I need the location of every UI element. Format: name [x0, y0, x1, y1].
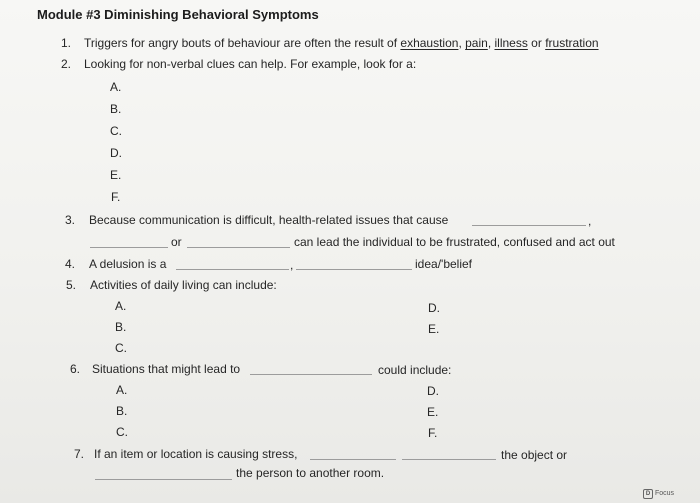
q3-blank-3[interactable] — [187, 247, 290, 248]
q6-letter-b: B. — [116, 404, 128, 418]
q5-letter-c: C. — [115, 341, 127, 355]
focus-badge[interactable] — [643, 488, 689, 500]
q5-number: 5. — [66, 278, 77, 292]
q1-link-frustration[interactable]: frustration — [545, 36, 599, 50]
q2-letter-f: F. — [111, 190, 121, 204]
q3-blank-2[interactable] — [90, 247, 168, 248]
focus-label: Focus — [655, 490, 675, 497]
q6-letter-f: F. — [428, 426, 438, 440]
q1-link-exhaustion[interactable]: exhaustion — [400, 36, 459, 50]
q1-text-before: Triggers for angry bouts of behaviour are often the result of — [84, 36, 401, 50]
page-title: Module #3 Diminishing Behavioral Symptoms — [37, 7, 319, 22]
q2-letter-e: E. — [110, 168, 122, 182]
q6-letter-d: D. — [427, 384, 439, 398]
q1-sep1: , — [458, 36, 466, 50]
q6-letter-c: C. — [116, 425, 128, 439]
q6-letter-a: A. — [116, 383, 128, 397]
q6-number: 6. — [70, 362, 81, 376]
q1-text — [84, 36, 599, 50]
q7-number: 7. — [74, 447, 85, 461]
q7-text: If an item or location is causing stress, — [94, 447, 298, 461]
q7-tail2: the person to another room. — [236, 466, 385, 480]
q2-text: Looking for non-verbal clues can help. For example, look for a: — [84, 57, 417, 71]
q3-number: 3. — [65, 213, 76, 227]
q2-number: 2. — [61, 57, 72, 71]
q1-sep3: or — [527, 36, 546, 50]
q3-or: or — [171, 235, 182, 249]
q2-letter-d: D. — [110, 146, 122, 160]
q6-letter-e: E. — [427, 405, 439, 419]
q4-blank-1[interactable] — [176, 269, 289, 270]
q6-tail: could include: — [378, 363, 452, 377]
q1-number: 1. — [61, 36, 72, 50]
q1-link-pain[interactable]: pain — [465, 36, 488, 50]
q4-tail: idea/'belief — [415, 257, 472, 271]
q4-blank-2[interactable] — [296, 269, 412, 270]
q1-sep2: , — [487, 36, 495, 50]
q3-line1: Because communication is difficult, health-related issues that cause — [89, 213, 449, 227]
q6-text: Situations that might lead to — [92, 362, 241, 376]
q5-text: Activities of daily living can include: — [90, 278, 277, 292]
q4-comma: , — [290, 258, 294, 272]
q7-blank-1[interactable] — [310, 459, 396, 460]
q7-blank-2[interactable] — [402, 459, 496, 460]
q3-blank-1[interactable] — [472, 225, 586, 226]
q5-letter-a: A. — [115, 299, 127, 313]
q5-letter-b: B. — [115, 320, 127, 334]
focus-icon: D — [643, 489, 653, 499]
q2-letter-a: A. — [110, 80, 122, 94]
q2-letter-c: C. — [110, 124, 122, 138]
q4-text: A delusion is a — [89, 257, 167, 271]
q2-letter-b: B. — [110, 102, 122, 116]
q1-link-illness[interactable]: illness — [494, 36, 528, 50]
q3-comma: , — [588, 214, 592, 228]
q3-line2: can lead the individual to be frustrated, confused and act out — [294, 235, 615, 249]
q7-blank-3[interactable] — [95, 479, 232, 480]
q5-letter-e: E. — [428, 322, 440, 336]
q7-tail1: the object or — [501, 448, 568, 462]
q6-blank[interactable] — [250, 374, 372, 375]
q5-letter-d: D. — [428, 301, 440, 315]
q4-number: 4. — [65, 257, 76, 271]
